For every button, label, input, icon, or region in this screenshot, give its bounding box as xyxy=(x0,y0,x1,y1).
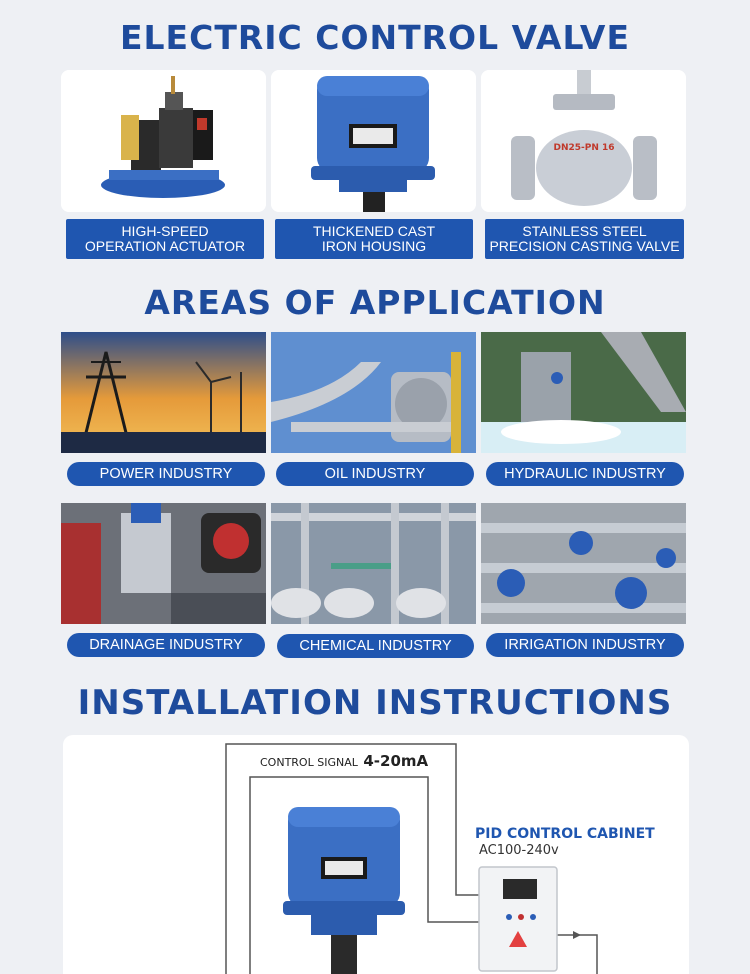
valve-marking: DN25-PN 16 xyxy=(553,143,615,153)
feature-label-actuator xyxy=(66,219,264,259)
feature-label-line1: HIGH-SPEED xyxy=(121,223,209,239)
chemical-pipes-photo xyxy=(271,503,476,624)
power-tower-wind-turbine-photo xyxy=(61,332,266,453)
oil-industry-photo xyxy=(271,332,476,453)
power-industry-photo xyxy=(61,332,266,453)
drainage-industry-photo xyxy=(61,503,266,624)
feature-label-line2: IRON HOUSING xyxy=(321,238,427,254)
feature-card-housing xyxy=(271,70,476,212)
feature-label-valve xyxy=(485,219,684,259)
feature-label-line1: STAINLESS STEEL xyxy=(522,223,647,239)
application-label-irrigation: IRRIGATION INDUSTRY xyxy=(486,633,684,657)
oil-pipeline-photo xyxy=(271,332,476,453)
control-signal-label xyxy=(260,752,428,770)
chemical-industry-photo xyxy=(271,503,476,624)
irrigation-pumps-photo xyxy=(481,503,686,624)
feature-card-actuator xyxy=(61,70,266,212)
feature-label-housing xyxy=(275,219,473,259)
feature-card-valve xyxy=(481,70,686,212)
hydraulic-industry-photo xyxy=(481,332,686,453)
control-signal-text: CONTROL SIGNAL xyxy=(260,756,358,769)
drainage-valves-photo xyxy=(61,503,266,624)
feature-label-line2: PRECISION CASTING VALVE xyxy=(489,238,680,254)
application-section-title: AREAS OF APPLICATION xyxy=(144,283,606,322)
pid-cabinet-voltage: AC100-240v xyxy=(479,843,559,858)
application-label-drainage: DRAINAGE INDUSTRY xyxy=(67,633,265,657)
irrigation-industry-photo xyxy=(481,503,686,624)
feature-label-line1: THICKENED CAST xyxy=(312,223,436,239)
wiring-lines xyxy=(63,735,689,974)
blue-actuator-housing-photo xyxy=(271,70,476,212)
installation-section-title: INSTALLATION INSTRUCTIONS xyxy=(77,683,673,723)
application-label-chemical: CHEMICAL INDUSTRY xyxy=(277,634,474,658)
feature-label-line2: OPERATION ACTUATOR xyxy=(84,238,246,254)
pid-cabinet-title: PID CONTROL CABINET xyxy=(475,826,655,842)
application-label-oil: OIL INDUSTRY xyxy=(276,462,474,486)
steel-valve-photo xyxy=(481,70,686,212)
installation-diagram xyxy=(63,735,689,974)
product-section-title: ELECTRIC CONTROL VALVE xyxy=(119,18,631,57)
control-signal-value: 4-20mA xyxy=(363,752,429,770)
application-label-hydraulic: HYDRAULIC INDUSTRY xyxy=(486,462,684,486)
water-gate-photo xyxy=(481,332,686,453)
application-label-power: POWER INDUSTRY xyxy=(67,462,265,486)
actuator-internals-photo xyxy=(61,70,266,212)
